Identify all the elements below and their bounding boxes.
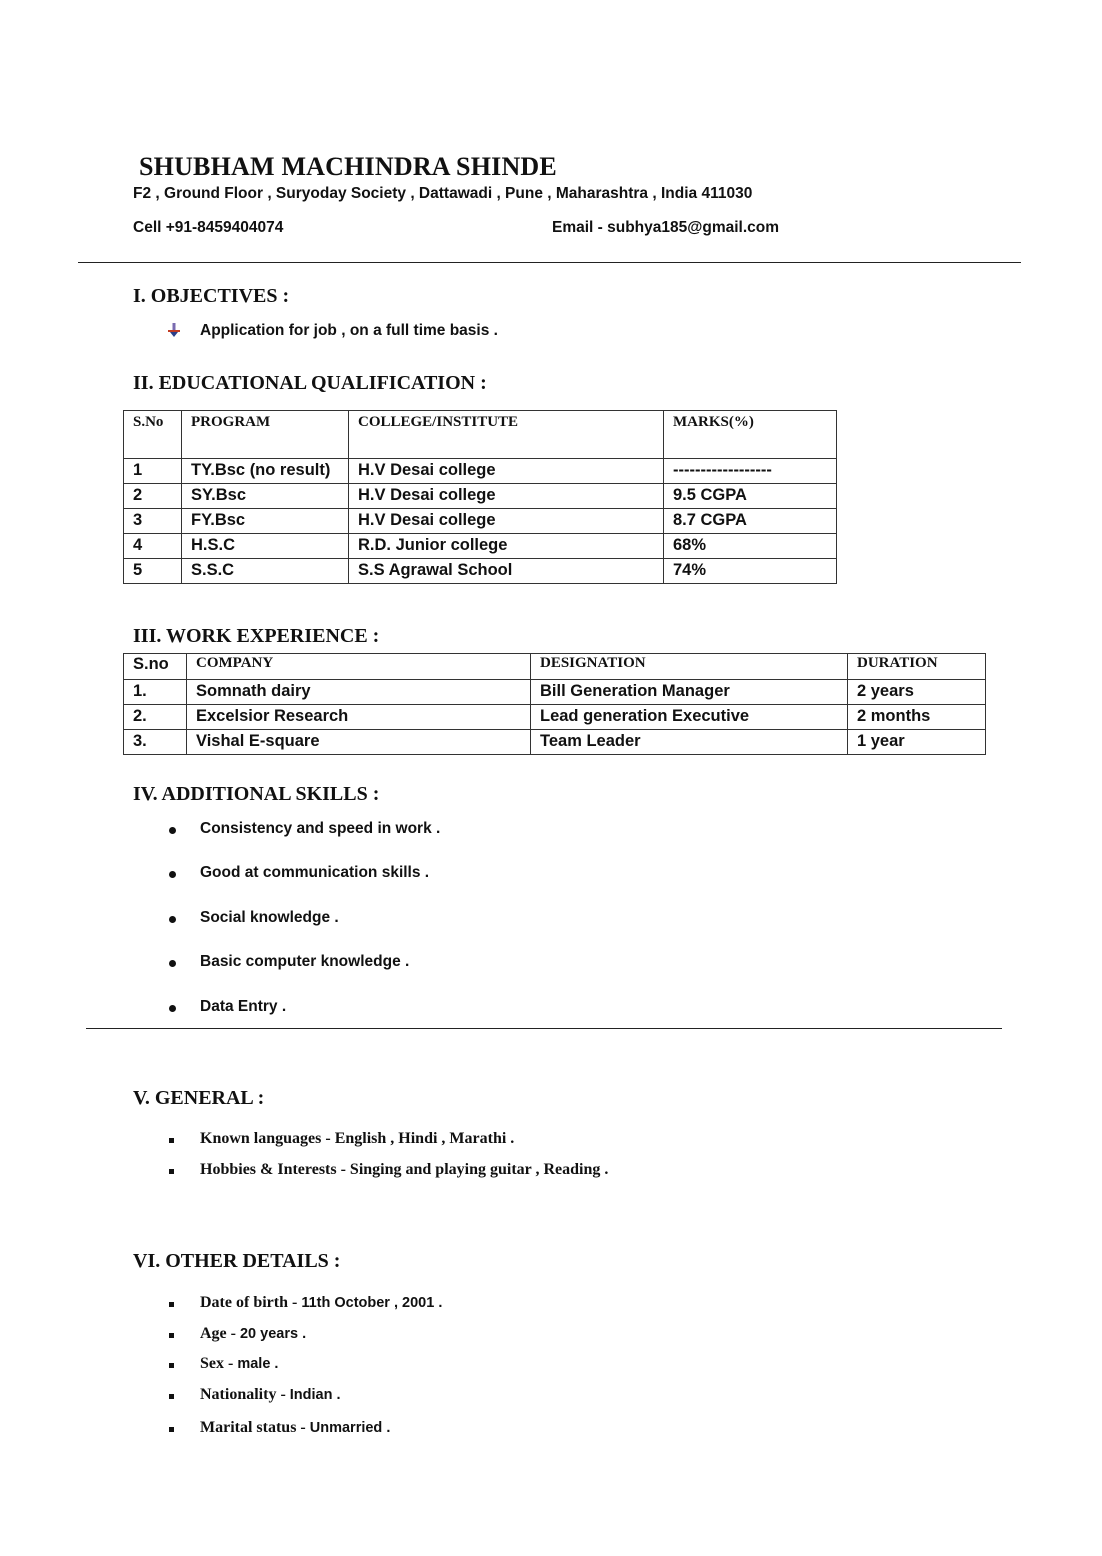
objective-item: Application for job , on a full time basis . [200, 322, 498, 339]
cell-number: Cell +91-8459404074 [133, 219, 284, 236]
detail-value: male . [237, 1356, 279, 1372]
detail-item-dob [200, 1294, 442, 1312]
bullet-dot-icon [169, 827, 176, 834]
cell-program: H.S.C [182, 534, 349, 559]
email-address: Email - subhya185@gmail.com [552, 219, 780, 236]
cell-designation: Lead generation Executive [531, 705, 848, 730]
skill-item: Good at communication skills . [200, 864, 430, 881]
bullet-square-icon [169, 1394, 174, 1399]
bullet-dot-icon [169, 871, 176, 878]
detail-value: 20 years . [239, 1326, 307, 1342]
table-row [124, 459, 837, 484]
cell-marks: 9.5 CGPA [664, 484, 837, 509]
cell-company: Vishal E-square [187, 730, 531, 755]
cell-marks: 68% [664, 534, 837, 559]
skill-item: Data Entry . [200, 998, 287, 1015]
skill-item: Social knowledge . [200, 909, 339, 926]
bullet-square-icon [169, 1333, 174, 1338]
detail-label: Sex - [200, 1355, 238, 1372]
cell-program: SY.Bsc [182, 484, 349, 509]
cell-marks: 8.7 CGPA [664, 509, 837, 534]
cell-designation: Bill Generation Manager [531, 680, 848, 705]
cell-college: H.V Desai college [349, 484, 664, 509]
cell-company: Excelsior Research [187, 705, 531, 730]
cell-program: S.S.C [182, 559, 349, 584]
table-row [124, 509, 837, 534]
col-sno: S.no [124, 654, 187, 680]
header-divider [78, 262, 1021, 263]
cell-sno: 4 [124, 534, 182, 559]
cell-duration: 2 years [848, 680, 986, 705]
col-sno: S.No [124, 411, 182, 459]
table-row [124, 705, 986, 730]
cell-company: Somnath dairy [187, 680, 531, 705]
cell-college: R.D. Junior college [349, 534, 664, 559]
table-header-row [124, 411, 837, 459]
detail-item-marital-status [200, 1419, 390, 1437]
cell-college: H.V Desai college [349, 509, 664, 534]
detail-item-sex [200, 1355, 278, 1373]
other-heading: VI. OTHER DETAILS : [133, 1250, 341, 1272]
bullet-dot-icon [169, 960, 176, 967]
col-designation: DESIGNATION [531, 654, 848, 680]
col-college: COLLEGE/INSTITUTE [349, 411, 664, 459]
detail-item-age [200, 1325, 306, 1343]
bullet-dot-icon [169, 1005, 176, 1012]
cell-marks: 74% [664, 559, 837, 584]
detail-value: 11th October , 2001 . [301, 1295, 443, 1311]
cell-sno: 2. [124, 705, 187, 730]
cell-program: TY.Bsc (no result) [182, 459, 349, 484]
arrow-down-icon [167, 322, 181, 338]
cell-duration: 1 year [848, 730, 986, 755]
bullet-square-icon [169, 1138, 174, 1143]
detail-label: Nationality - [200, 1386, 290, 1403]
detail-label: Date of birth - [200, 1294, 302, 1311]
cell-sno: 1. [124, 680, 187, 705]
cell-sno: 3 [124, 509, 182, 534]
table-row [124, 534, 837, 559]
skill-item: Consistency and speed in work . [200, 820, 441, 837]
detail-value: Unmarried . [309, 1420, 391, 1436]
bullet-square-icon [169, 1302, 174, 1307]
table-header-row [124, 654, 986, 680]
cell-sno: 2 [124, 484, 182, 509]
cell-designation: Team Leader [531, 730, 848, 755]
col-marks: MARKS(%) [664, 411, 837, 459]
detail-label: Age - [200, 1325, 240, 1342]
cell-college: H.V Desai college [349, 459, 664, 484]
skill-item: Basic computer knowledge . [200, 953, 410, 970]
col-program: PROGRAM [182, 411, 349, 459]
detail-value: Indian . [289, 1387, 341, 1403]
table-row [124, 484, 837, 509]
cell-marks: ------------------ [664, 459, 837, 484]
cell-college: S.S Agrawal School [349, 559, 664, 584]
detail-label: Marital status - [200, 1419, 310, 1436]
table-row [124, 680, 986, 705]
general-item: Known languages - English , Hindi , Marathi . [200, 1130, 515, 1147]
table-row [124, 730, 986, 755]
general-item: Hobbies & Interests - Singing and playing guitar , Reading . [200, 1161, 609, 1178]
col-duration: DURATION [848, 654, 986, 680]
table-row [124, 559, 837, 584]
cell-program: FY.Bsc [182, 509, 349, 534]
address: F2 , Ground Floor , Suryoday Society , Dattawadi , Pune , Maharashtra , India 411030 [133, 185, 753, 202]
cell-duration: 2 months [848, 705, 986, 730]
bullet-square-icon [169, 1427, 174, 1432]
objectives-heading: I. OBJECTIVES : [133, 285, 290, 307]
cell-sno: 3. [124, 730, 187, 755]
cell-sno: 1 [124, 459, 182, 484]
bullet-square-icon [169, 1169, 174, 1174]
bullet-square-icon [169, 1363, 174, 1368]
candidate-name: SHUBHAM MACHINDRA SHINDE [139, 152, 557, 181]
work-heading: III. WORK EXPERIENCE : [133, 625, 380, 647]
section-divider [86, 1028, 1002, 1029]
bullet-dot-icon [169, 916, 176, 923]
col-company: COMPANY [187, 654, 531, 680]
skills-heading: IV. ADDITIONAL SKILLS : [133, 783, 380, 805]
detail-item-nationality [200, 1386, 341, 1404]
cell-sno: 5 [124, 559, 182, 584]
education-heading: II. EDUCATIONAL QUALIFICATION : [133, 372, 487, 394]
education-table [123, 410, 837, 584]
work-table [123, 653, 986, 755]
general-heading: V. GENERAL : [133, 1087, 265, 1109]
